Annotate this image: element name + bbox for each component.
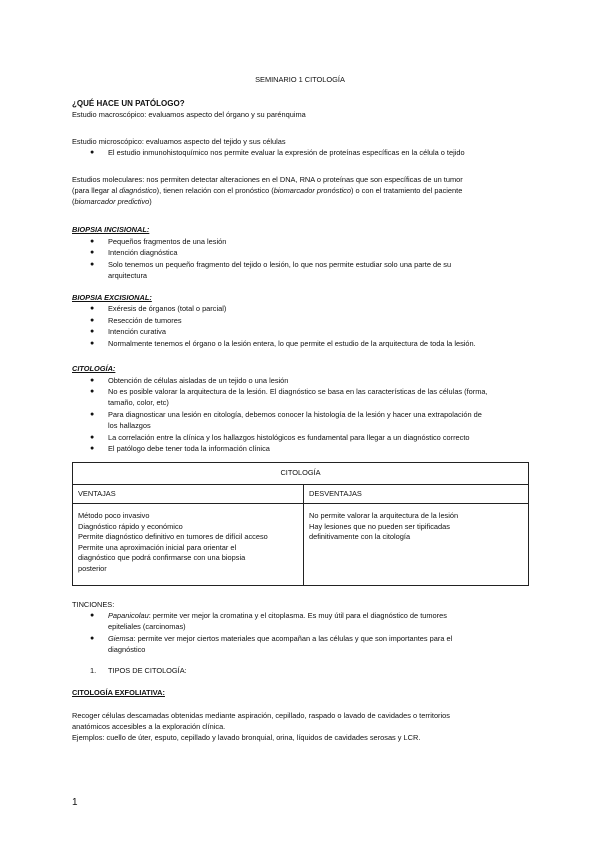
bullet-icon: ● — [90, 434, 95, 441]
heading-tinciones: TINCIONES: — [72, 600, 115, 609]
list-item: Intención curativa — [108, 327, 166, 336]
molecular-line-3: (biomarcador predictivo) — [72, 197, 152, 206]
citologia-table — [72, 462, 529, 586]
list-item: Para diagnosticar una lesión en citología, debemos conocer la histología de la lesión y hacer una extrapolación de — [108, 410, 482, 419]
tipos-citologia: TIPOS DE CITOLOGÍA: — [108, 666, 187, 675]
list-item: Intención diagnóstica — [108, 248, 178, 257]
macro-paragraph: Estudio macroscópico: evaluamos aspecto del órgano y su parénquima — [72, 110, 306, 119]
molecular-line-2: (para llegar al diagnóstico), tienen relación con el pronóstico (biomarcador pronóstico) o con el tratamiento del paciente — [72, 186, 463, 195]
heading-que-hace-patologo: ¿QUÉ HACE UN PATÓLOGO? — [72, 99, 185, 108]
list-item-continuation: epiteliales (carcinomas) — [108, 622, 186, 631]
list-item: Obtención de células aisladas de un tejido o una lesión — [108, 376, 289, 385]
micro-bullet-text: El estudio inmunohistoquímico nos permite evaluar la expresión de proteínas específicas en la célula o tejido — [108, 148, 465, 157]
bullet-icon: ● — [90, 238, 95, 245]
bullet-icon: ● — [90, 261, 95, 268]
tincion-papanicolau: Papanicolau: permite ver mejor la cromatina y el citoplasma. Es muy útil para el diagnóstico de tumores — [108, 611, 447, 620]
document-title: SEMINARIO 1 CITOLOGÍA — [255, 75, 345, 84]
exfoliativa-line-1: Recoger células descamadas obtenidas mediante aspiración, cepillado, raspado o lavado de cavidades o territorios — [72, 711, 450, 720]
list-item-continuation: diagnóstico — [108, 645, 146, 654]
table-line: Permite diagnóstico definitivo en tumores de difícil acceso — [78, 532, 268, 542]
molecular-line-1: Estudios moleculares: nos permiten detectar alteraciones en el DNA, RNA o proteínas que son específicas de un tumor — [72, 175, 463, 184]
table-line: posterior — [78, 563, 107, 573]
heading-citologia-exfoliativa: CITOLOGÍA EXFOLIATIVA: — [72, 688, 165, 697]
exfoliativa-line-2: anatómicos accesibles a la exploración clínica. — [72, 722, 226, 731]
bullet-icon: ● — [90, 388, 95, 395]
tincion-giemsa: Giemsa: permite ver mejor ciertos materiales que acompañan a las células y que son importantes para el — [108, 634, 453, 643]
list-item-continuation: tamaño, color, etc) — [108, 398, 169, 407]
list-item: No es posible valorar la arquitectura de la lesión. El diagnóstico se basa en las características de las células (forma, — [108, 387, 488, 396]
table-header-ventajas: VENTAJAS — [73, 485, 304, 504]
table-title: CITOLOGÍA — [73, 463, 529, 485]
list-item: Exéresis de órganos (total o parcial) — [108, 304, 227, 313]
bullet-icon: ● — [90, 340, 95, 347]
bullet-icon: ● — [90, 377, 95, 384]
bullet-icon: ● — [90, 445, 95, 452]
table-line: Permite una aproximación inicial para orientar el — [78, 542, 237, 552]
list-number: 1. — [90, 666, 97, 675]
table-cell-ventajas — [73, 504, 304, 586]
list-item: Normalmente tenemos el órgano o la lesión entera, lo que permite el estudio de la arquitectura de toda la lesión. — [108, 339, 476, 348]
list-item: La correlación entre la clínica y los hallazgos histológicos es fundamental para llegar a un diagnóstico correcto — [108, 433, 470, 442]
list-item: Resección de tumores — [108, 316, 182, 325]
table-line: definitivamente con la citología — [309, 532, 411, 542]
bullet-icon: ● — [90, 149, 95, 156]
bullet-icon: ● — [90, 612, 95, 619]
list-item: Pequeños fragmentos de una lesión — [108, 237, 227, 246]
table-line: Método poco invasivo — [78, 511, 150, 520]
table-header-desventajas: DESVENTAJAS — [304, 485, 529, 504]
page-number: 1 — [72, 797, 78, 808]
table-line: Hay lesiones que no pueden ser tipificadas — [309, 521, 450, 531]
list-item: Solo tenemos un pequeño fragmento del tejido o lesión, lo que nos permite estudiar solo una parte de su — [108, 260, 452, 269]
bullet-icon: ● — [90, 328, 95, 335]
bullet-icon: ● — [90, 635, 95, 642]
exfoliativa-line-3: Ejemplos: cuello de úter, esputo, cepillado y lavado bronquial, orina, líquidos de cavidades serosas y LCR. — [72, 733, 421, 742]
list-item-continuation: arquitectura — [108, 271, 148, 280]
bullet-icon: ● — [90, 249, 95, 256]
table-line: diagnóstico que podrá confirmarse con una biopsia — [78, 553, 246, 563]
table-line: Diagnóstico rápido y económico — [78, 521, 183, 531]
bullet-icon: ● — [90, 317, 95, 324]
heading-biopsia-excisional: BIOPSIA EXCISIONAL: — [72, 293, 152, 302]
list-item: El patólogo debe tener toda la información clínica — [108, 444, 270, 453]
heading-biopsia-incisional: BIOPSIA INCISIONAL: — [72, 225, 150, 234]
list-item-continuation: los hallazgos — [108, 421, 151, 430]
micro-paragraph: Estudio microscópico: evaluamos aspecto del tejido y sus células — [72, 137, 286, 146]
bullet-icon: ● — [90, 411, 95, 418]
heading-citologia: CITOLOGÍA: — [72, 364, 116, 373]
table-line: No permite valorar la arquitectura de la lesión — [309, 511, 459, 520]
bullet-icon: ● — [90, 305, 95, 312]
table-cell-desventajas — [304, 504, 529, 586]
